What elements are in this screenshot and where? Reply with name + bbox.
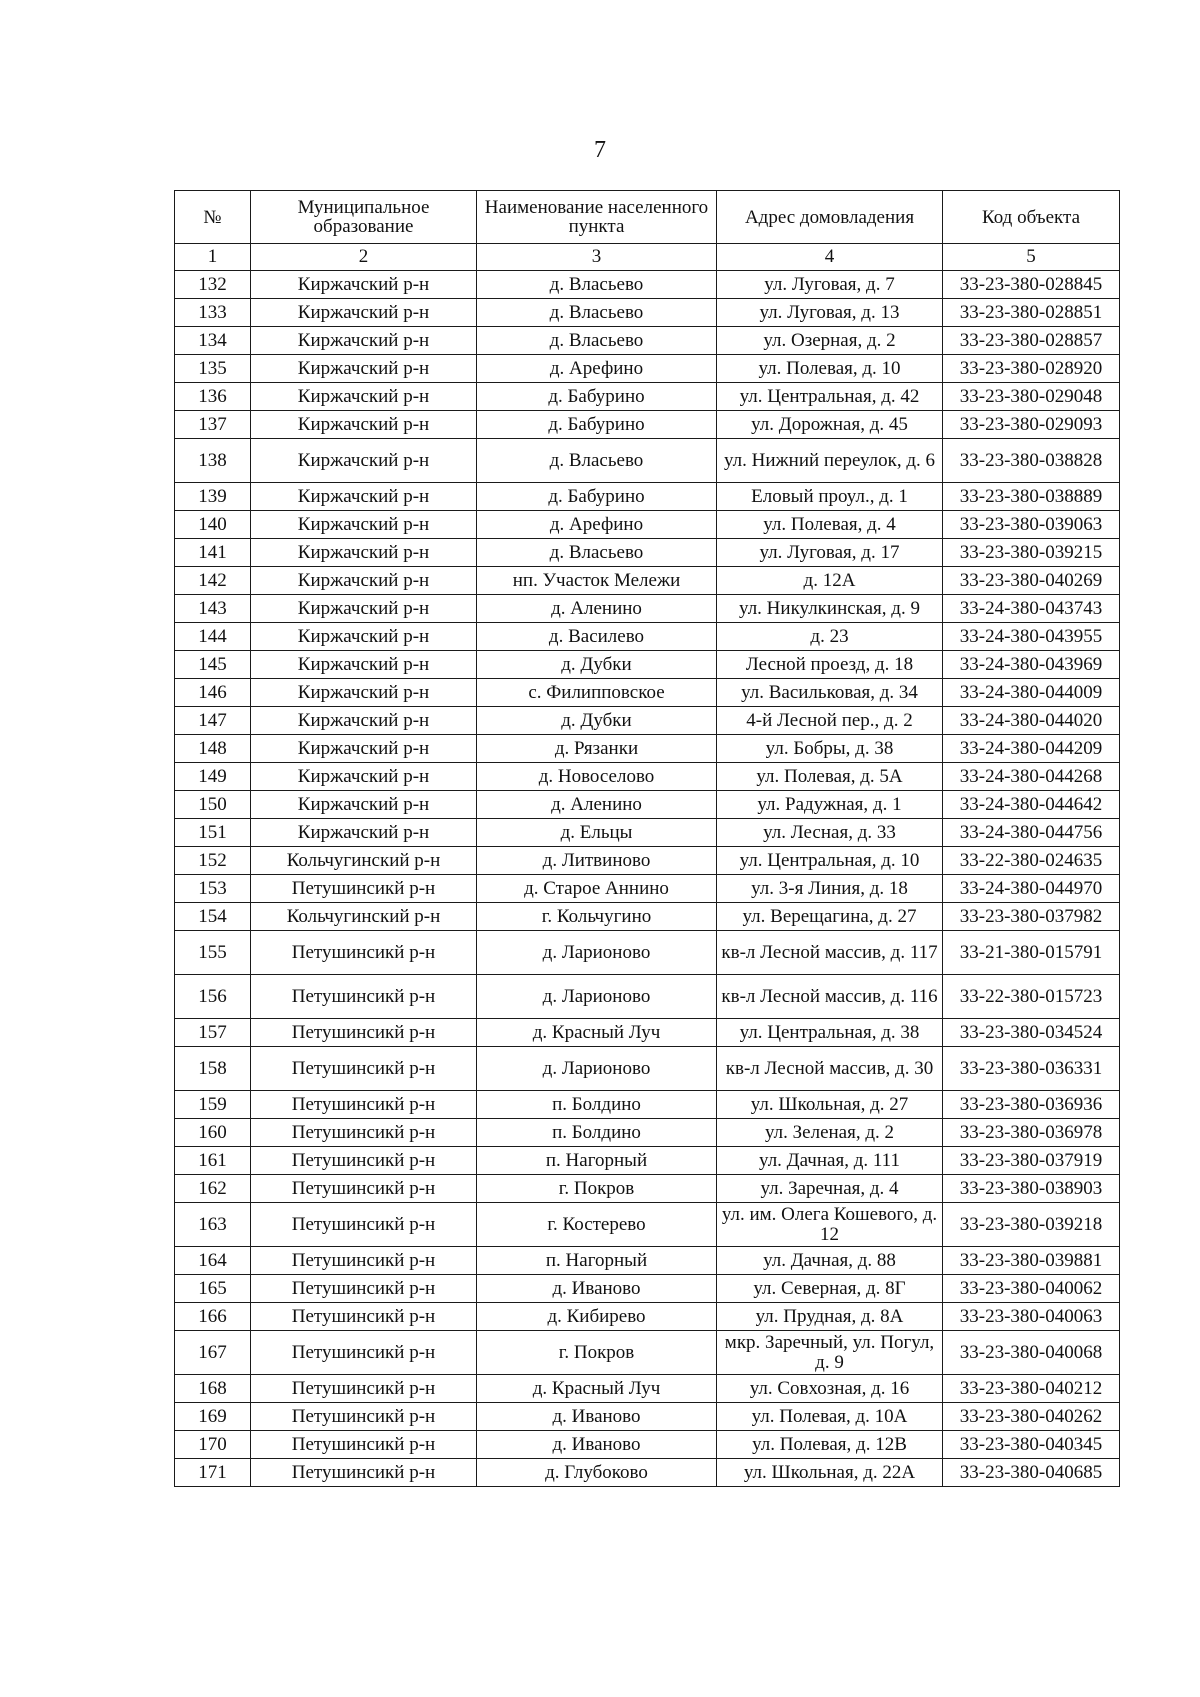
cell-address: ул. Дорожная, д. 45 — [717, 411, 943, 439]
cell-number: 171 — [175, 1459, 251, 1487]
table-row — [175, 735, 1120, 763]
cell-object-code: 33-23-380-039881 — [943, 1247, 1120, 1275]
cell-number: 133 — [175, 299, 251, 327]
header-row — [175, 191, 1120, 244]
cell-municipality: Киржачский р-н — [251, 763, 477, 791]
table-row — [175, 271, 1120, 299]
cell-municipality: Киржачский р-н — [251, 299, 477, 327]
cell-address: ул. Васильковая, д. 34 — [717, 679, 943, 707]
table-row — [175, 763, 1120, 791]
cell-object-code: 33-23-380-040685 — [943, 1459, 1120, 1487]
cell-address: ул. Нижний переулок, д. 6 — [717, 439, 943, 483]
cell-municipality: Киржачский р-н — [251, 679, 477, 707]
cell-number: 149 — [175, 763, 251, 791]
cell-object-code: 33-23-380-028845 — [943, 271, 1120, 299]
cell-number: 136 — [175, 383, 251, 411]
table-row — [175, 483, 1120, 511]
table-row — [175, 1019, 1120, 1047]
cell-settlement: д. Аленино — [477, 791, 717, 819]
cell-address: ул. Бобры, д. 38 — [717, 735, 943, 763]
cell-address: ул. Полевая, д. 10А — [717, 1403, 943, 1431]
cell-municipality: Петушинсикй р-н — [251, 1147, 477, 1175]
cell-address: ул. Школьная, д. 27 — [717, 1091, 943, 1119]
cell-settlement: п. Нагорный — [477, 1247, 717, 1275]
cell-settlement: г. Костерево — [477, 1203, 717, 1247]
table-row — [175, 651, 1120, 679]
cell-object-code: 33-23-380-036331 — [943, 1047, 1120, 1091]
table-row — [175, 511, 1120, 539]
cell-number: 134 — [175, 327, 251, 355]
cell-municipality: Киржачский р-н — [251, 539, 477, 567]
table-row — [175, 1203, 1120, 1247]
column-number: 4 — [717, 244, 943, 271]
cell-object-code: 33-23-380-028920 — [943, 355, 1120, 383]
cell-object-code: 33-23-380-037982 — [943, 903, 1120, 931]
table-row — [175, 847, 1120, 875]
cell-settlement: г. Покров — [477, 1331, 717, 1375]
table-row — [175, 707, 1120, 735]
cell-municipality: Петушинсикй р-н — [251, 1247, 477, 1275]
cell-object-code: 33-24-380-044020 — [943, 707, 1120, 735]
table-row — [175, 1331, 1120, 1375]
cell-settlement: г. Покров — [477, 1175, 717, 1203]
cell-number: 164 — [175, 1247, 251, 1275]
cell-settlement: д. Иваново — [477, 1275, 717, 1303]
cell-object-code: 33-23-380-040262 — [943, 1403, 1120, 1431]
cell-address: ул. Полевая, д. 12В — [717, 1431, 943, 1459]
cell-municipality: Киржачский р-н — [251, 439, 477, 483]
cell-settlement: д. Власьево — [477, 271, 717, 299]
cell-number: 167 — [175, 1331, 251, 1375]
cell-number: 139 — [175, 483, 251, 511]
cell-address: ул. Заречная, д. 4 — [717, 1175, 943, 1203]
column-number: 2 — [251, 244, 477, 271]
table-row — [175, 1403, 1120, 1431]
column-number: 5 — [943, 244, 1120, 271]
table-row — [175, 1119, 1120, 1147]
cell-object-code: 33-24-380-043743 — [943, 595, 1120, 623]
cell-object-code: 33-23-380-037919 — [943, 1147, 1120, 1175]
cell-number: 156 — [175, 975, 251, 1019]
cell-number: 157 — [175, 1019, 251, 1047]
column-number: 3 — [477, 244, 717, 271]
cell-number: 150 — [175, 791, 251, 819]
cell-settlement: д. Дубки — [477, 651, 717, 679]
table-row — [175, 595, 1120, 623]
column-number-row — [175, 244, 1120, 271]
table-row — [175, 819, 1120, 847]
cell-municipality: Петушинсикй р-н — [251, 1047, 477, 1091]
cell-settlement: д. Ельцы — [477, 819, 717, 847]
cell-settlement: п. Нагорный — [477, 1147, 717, 1175]
cell-settlement: нп. Участок Мележи — [477, 567, 717, 595]
cell-number: 154 — [175, 903, 251, 931]
cell-settlement: д. Красный Луч — [477, 1019, 717, 1047]
cell-address: ул. Луговая, д. 13 — [717, 299, 943, 327]
cell-address: ул. Лесная, д. 33 — [717, 819, 943, 847]
cell-address: ул. Прудная, д. 8А — [717, 1303, 943, 1331]
cell-municipality: Киржачский р-н — [251, 511, 477, 539]
households-table — [174, 190, 1120, 1487]
table-row — [175, 355, 1120, 383]
cell-settlement: д. Красный Луч — [477, 1375, 717, 1403]
cell-municipality: Петушинсикй р-н — [251, 1175, 477, 1203]
cell-address: ул. Совхозная, д. 16 — [717, 1375, 943, 1403]
cell-object-code: 33-22-380-024635 — [943, 847, 1120, 875]
cell-number: 144 — [175, 623, 251, 651]
cell-object-code: 33-23-380-038903 — [943, 1175, 1120, 1203]
table-row — [175, 411, 1120, 439]
cell-number: 147 — [175, 707, 251, 735]
cell-number: 146 — [175, 679, 251, 707]
table-row — [175, 1247, 1120, 1275]
table-row — [175, 903, 1120, 931]
cell-number: 153 — [175, 875, 251, 903]
table-row — [175, 679, 1120, 707]
cell-municipality: Киржачский р-н — [251, 355, 477, 383]
cell-object-code: 33-23-380-040063 — [943, 1303, 1120, 1331]
cell-settlement: д. Арефино — [477, 355, 717, 383]
cell-municipality: Петушинсикй р-н — [251, 975, 477, 1019]
cell-address: кв-л Лесной массив, д. 116 — [717, 975, 943, 1019]
cell-object-code: 33-23-380-040345 — [943, 1431, 1120, 1459]
column-header-municipality: Муниципальное образование — [251, 191, 477, 244]
cell-municipality: Кольчугинский р-н — [251, 847, 477, 875]
table-row — [175, 1047, 1120, 1091]
cell-settlement: д. Власьево — [477, 539, 717, 567]
cell-object-code: 33-23-380-029048 — [943, 383, 1120, 411]
cell-address: д. 23 — [717, 623, 943, 651]
cell-object-code: 33-23-380-028851 — [943, 299, 1120, 327]
table-body — [175, 271, 1120, 1487]
cell-municipality: Петушинсикй р-н — [251, 1091, 477, 1119]
cell-settlement: д. Ларионово — [477, 931, 717, 975]
cell-address: ул. Центральная, д. 10 — [717, 847, 943, 875]
cell-settlement: д. Власьево — [477, 439, 717, 483]
table-row — [175, 383, 1120, 411]
cell-address: Лесной проезд, д. 18 — [717, 651, 943, 679]
cell-address: ул. Центральная, д. 42 — [717, 383, 943, 411]
cell-municipality: Петушинсикй р-н — [251, 1019, 477, 1047]
cell-municipality: Петушинсикй р-н — [251, 1203, 477, 1247]
cell-object-code: 33-23-380-036936 — [943, 1091, 1120, 1119]
table-header — [175, 191, 1120, 271]
cell-number: 168 — [175, 1375, 251, 1403]
cell-object-code: 33-23-380-038889 — [943, 483, 1120, 511]
cell-address: ул. Полевая, д. 10 — [717, 355, 943, 383]
cell-address: ул. Дачная, д. 88 — [717, 1247, 943, 1275]
cell-number: 152 — [175, 847, 251, 875]
cell-address: ул. им. Олега Кошевого, д. 12 — [717, 1203, 943, 1247]
table-row — [175, 975, 1120, 1019]
cell-number: 159 — [175, 1091, 251, 1119]
table-row — [175, 791, 1120, 819]
cell-address: ул. Полевая, д. 4 — [717, 511, 943, 539]
cell-number: 163 — [175, 1203, 251, 1247]
table-row — [175, 931, 1120, 975]
cell-object-code: 33-23-380-040062 — [943, 1275, 1120, 1303]
cell-number: 151 — [175, 819, 251, 847]
cell-municipality: Петушинсикй р-н — [251, 931, 477, 975]
table-row — [175, 1175, 1120, 1203]
cell-object-code: 33-23-380-039215 — [943, 539, 1120, 567]
cell-settlement: д. Арефино — [477, 511, 717, 539]
cell-number: 148 — [175, 735, 251, 763]
cell-number: 137 — [175, 411, 251, 439]
cell-address: кв-л Лесной массив, д. 117 — [717, 931, 943, 975]
column-header-address: Адрес домовладения — [717, 191, 943, 244]
cell-number: 170 — [175, 1431, 251, 1459]
cell-municipality: Киржачский р-н — [251, 567, 477, 595]
cell-object-code: 33-23-380-028857 — [943, 327, 1120, 355]
cell-address: ул. Озерная, д. 2 — [717, 327, 943, 355]
table-row — [175, 539, 1120, 567]
cell-municipality: Киржачский р-н — [251, 651, 477, 679]
cell-object-code: 33-24-380-043969 — [943, 651, 1120, 679]
cell-settlement: п. Болдино — [477, 1091, 717, 1119]
cell-settlement: с. Филипповское — [477, 679, 717, 707]
cell-municipality: Киржачский р-н — [251, 271, 477, 299]
cell-municipality: Петушинсикй р-н — [251, 1331, 477, 1375]
table-row — [175, 567, 1120, 595]
cell-settlement: д. Бабурино — [477, 411, 717, 439]
table-row — [175, 623, 1120, 651]
cell-address: ул. Луговая, д. 7 — [717, 271, 943, 299]
cell-settlement: д. Власьево — [477, 327, 717, 355]
cell-municipality: Петушинсикй р-н — [251, 1459, 477, 1487]
cell-number: 166 — [175, 1303, 251, 1331]
cell-settlement: д. Василево — [477, 623, 717, 651]
cell-object-code: 33-24-380-044756 — [943, 819, 1120, 847]
cell-object-code: 33-24-380-044268 — [943, 763, 1120, 791]
cell-address: ул. Верещагина, д. 27 — [717, 903, 943, 931]
cell-address: мкр. Заречный, ул. Погул, д. 9 — [717, 1331, 943, 1375]
column-header-object-code: Код объекта — [943, 191, 1120, 244]
cell-object-code: 33-23-380-040068 — [943, 1331, 1120, 1375]
cell-number: 140 — [175, 511, 251, 539]
cell-municipality: Петушинсикй р-н — [251, 1303, 477, 1331]
cell-address: ул. Школьная, д. 22А — [717, 1459, 943, 1487]
cell-municipality: Петушинсикй р-н — [251, 1119, 477, 1147]
cell-settlement: д. Аленино — [477, 595, 717, 623]
cell-address: кв-л Лесной массив, д. 30 — [717, 1047, 943, 1091]
cell-municipality: Киржачский р-н — [251, 383, 477, 411]
cell-number: 160 — [175, 1119, 251, 1147]
cell-object-code: 33-24-380-044642 — [943, 791, 1120, 819]
table-row — [175, 1091, 1120, 1119]
cell-address: Еловый проул., д. 1 — [717, 483, 943, 511]
cell-municipality: Киржачский р-н — [251, 595, 477, 623]
cell-object-code: 33-23-380-038828 — [943, 439, 1120, 483]
cell-municipality: Киржачский р-н — [251, 819, 477, 847]
cell-settlement: д. Бабурино — [477, 483, 717, 511]
cell-number: 141 — [175, 539, 251, 567]
cell-object-code: 33-23-380-036978 — [943, 1119, 1120, 1147]
page-number: 7 — [594, 137, 606, 163]
cell-settlement: д. Иваново — [477, 1403, 717, 1431]
cell-number: 155 — [175, 931, 251, 975]
cell-municipality: Киржачский р-н — [251, 791, 477, 819]
cell-settlement: д. Рязанки — [477, 735, 717, 763]
cell-number: 135 — [175, 355, 251, 383]
cell-settlement: п. Болдино — [477, 1119, 717, 1147]
cell-object-code: 33-23-380-034524 — [943, 1019, 1120, 1047]
cell-municipality: Петушинсикй р-н — [251, 1403, 477, 1431]
cell-municipality: Киржачский р-н — [251, 707, 477, 735]
cell-object-code: 33-24-380-044009 — [943, 679, 1120, 707]
cell-settlement: д. Ларионово — [477, 975, 717, 1019]
cell-address: ул. Радужная, д. 1 — [717, 791, 943, 819]
cell-settlement: д. Власьево — [477, 299, 717, 327]
cell-object-code: 33-24-380-044209 — [943, 735, 1120, 763]
column-header-number: № — [175, 191, 251, 244]
cell-municipality: Киржачский р-н — [251, 327, 477, 355]
cell-settlement: д. Дубки — [477, 707, 717, 735]
cell-municipality: Киржачский р-н — [251, 411, 477, 439]
column-number: 1 — [175, 244, 251, 271]
cell-object-code: 33-21-380-015791 — [943, 931, 1120, 975]
cell-number: 169 — [175, 1403, 251, 1431]
cell-municipality: Киржачский р-н — [251, 735, 477, 763]
cell-settlement: д. Новоселово — [477, 763, 717, 791]
cell-address: ул. Никулкинская, д. 9 — [717, 595, 943, 623]
cell-municipality: Киржачский р-н — [251, 623, 477, 651]
column-header-settlement: Наименование населенного пункта — [477, 191, 717, 244]
table-row — [175, 1147, 1120, 1175]
cell-number: 143 — [175, 595, 251, 623]
table-row — [175, 439, 1120, 483]
cell-settlement: д. Бабурино — [477, 383, 717, 411]
cell-object-code: 33-23-380-039218 — [943, 1203, 1120, 1247]
cell-object-code: 33-23-380-039063 — [943, 511, 1120, 539]
cell-number: 138 — [175, 439, 251, 483]
table-row — [175, 875, 1120, 903]
cell-number: 142 — [175, 567, 251, 595]
cell-address: ул. Полевая, д. 5А — [717, 763, 943, 791]
table-row — [175, 1459, 1120, 1487]
cell-object-code: 33-24-380-043955 — [943, 623, 1120, 651]
cell-settlement: д. Кибирево — [477, 1303, 717, 1331]
cell-address: 4-й Лесной пер., д. 2 — [717, 707, 943, 735]
cell-object-code: 33-23-380-029093 — [943, 411, 1120, 439]
cell-address: д. 12А — [717, 567, 943, 595]
cell-settlement: д. Старое Аннино — [477, 875, 717, 903]
table-row — [175, 1431, 1120, 1459]
cell-settlement: д. Иваново — [477, 1431, 717, 1459]
table-row — [175, 327, 1120, 355]
cell-municipality: Петушинсикй р-н — [251, 875, 477, 903]
cell-address: ул. Луговая, д. 17 — [717, 539, 943, 567]
cell-settlement: г. Кольчугино — [477, 903, 717, 931]
cell-number: 145 — [175, 651, 251, 679]
cell-object-code: 33-24-380-044970 — [943, 875, 1120, 903]
cell-address: ул. Северная, д. 8Г — [717, 1275, 943, 1303]
cell-municipality: Петушинсикй р-н — [251, 1431, 477, 1459]
cell-settlement: д. Ларионово — [477, 1047, 717, 1091]
cell-number: 165 — [175, 1275, 251, 1303]
cell-number: 158 — [175, 1047, 251, 1091]
table-row — [175, 299, 1120, 327]
cell-municipality: Петушинсикй р-н — [251, 1375, 477, 1403]
cell-settlement: д. Литвиново — [477, 847, 717, 875]
cell-address: ул. Зеленая, д. 2 — [717, 1119, 943, 1147]
cell-settlement: д. Глубоково — [477, 1459, 717, 1487]
cell-municipality: Киржачский р-н — [251, 483, 477, 511]
cell-number: 162 — [175, 1175, 251, 1203]
cell-object-code: 33-22-380-015723 — [943, 975, 1120, 1019]
cell-object-code: 33-23-380-040269 — [943, 567, 1120, 595]
table-row — [175, 1303, 1120, 1331]
cell-address: ул. Дачная, д. 111 — [717, 1147, 943, 1175]
cell-municipality: Кольчугинский р-н — [251, 903, 477, 931]
table-row — [175, 1275, 1120, 1303]
cell-address: ул. 3-я Линия, д. 18 — [717, 875, 943, 903]
cell-number: 161 — [175, 1147, 251, 1175]
cell-number: 132 — [175, 271, 251, 299]
cell-object-code: 33-23-380-040212 — [943, 1375, 1120, 1403]
cell-municipality: Петушинсикй р-н — [251, 1275, 477, 1303]
table-row — [175, 1375, 1120, 1403]
cell-address: ул. Центральная, д. 38 — [717, 1019, 943, 1047]
